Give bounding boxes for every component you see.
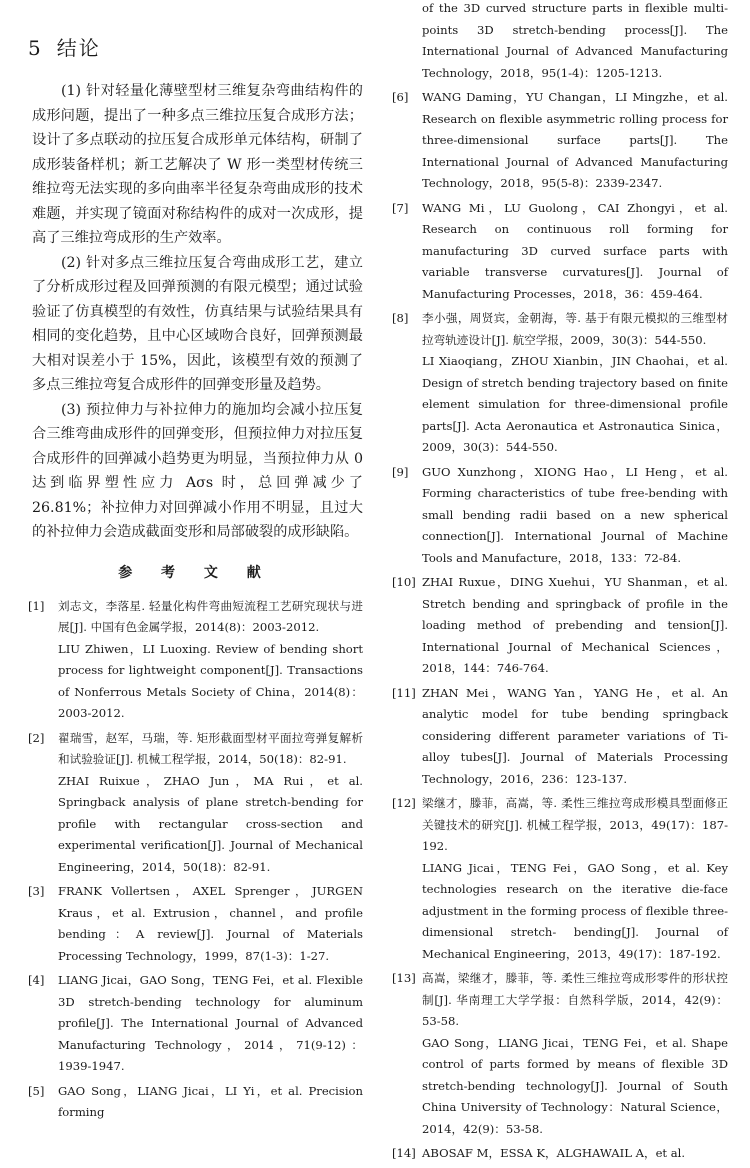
reference-label: [1] [28, 598, 45, 613]
reference-14 [392, 1143, 728, 1165]
reference-7 [392, 198, 728, 306]
reference-13 [392, 968, 728, 1140]
reference-label: [5] [28, 1083, 45, 1098]
reference-text: FRANK Vollertsen，AXEL Sprenger，JURGEN Kraus，et al. Extrusion，channel，and profile bending：A review[J]. Journal of Materials Processing Technology，1999，87(1-3)：1-27. [58, 884, 363, 963]
reference-label: [13] [392, 971, 416, 985]
reference-text: LIANG Jicai，TENG Fei，GAO Song，et al. Key technologies research on the iterative die-face adjustment in the forming process of flexible three-dimensional stretch- bending[J]. Journal of Mechanical Engineering，2013，49(17)：187-192. [422, 860, 728, 961]
reference-text: LIANG Jicai，GAO Song，TENG Fei，et al. Flexible 3D stretch-bending technology for aluminum profile[J]. The International Journal of Advanced Manufacturing Technology，2014，71(9-12)：1939-1947. [58, 973, 363, 1073]
reference-5 [28, 1081, 363, 1124]
reference-5-continued: of the 3D curved structure parts in flexible multi-points 3D stretch-bending process[J]. The International Journal of Advanced Manufacturing Technology，2018，95(1-4)：1205-1213. [422, 1, 728, 80]
reference-1 [28, 596, 363, 725]
conclusion-paragraph-2: (2) 针对多点三维拉压复合弯曲成形工艺，建立了分析成形过程及回弹预测的有限元模型；通过试验验证了仿真模型的有效性，仿真结果与试验结果具有相同的变化趋势，且中心区域吻合良好，回弹预测最大相对误差小于 15%，因此，该模型有效的预测了多点三维拉弯复合成形件的回弹变形量及趋势。 [32, 254, 363, 393]
reference-4 [28, 970, 363, 1078]
conclusion-paragraph-1: (1) 针对轻量化薄壁型材三维复杂弯曲结构件的成形问题，提出了一种多点三维拉压复合成形方法；设计了多点联动的拉压复合成形单元体结构，研制了成形装备样机；新工艺解决了 W 形一类型材传统三维拉弯无法实现的多向曲率半径复杂弯曲成形的技术难题，并实现了镜面对称结构件的成对一次成形，提高了三维拉弯成形的生产效率。 [32, 83, 363, 246]
references-heading: 参 考 文 献 [118, 564, 273, 581]
reference-text: ABOSAF M，ESSA K，ALGHAWAIL A，et al. [422, 1146, 686, 1160]
reference-text: 刘志文，李落星. 轻量化构件弯曲短流程工艺研究现状与进展[J]. 中国有色金属学报，2014(8)：2003-2012. [58, 598, 363, 634]
reference-label: [8] [392, 311, 409, 325]
reference-2 [28, 728, 363, 879]
reference-label: [11] [392, 685, 416, 700]
reference-text: 高嵩，梁继才，滕菲，等. 柔性三维拉弯成形零件的形状控制[J]. 华南理工大学学报：自然科学版，2014，42(9)：53-58. [422, 971, 728, 1028]
reference-6 [392, 87, 728, 195]
reference-text: WANG Daming，YU Changan，LI Mingzhe，et al. Research on flexible asymmetric rolling process for three-dimensional surface parts[J]. The International Journal of Advanced Manufacturing Technology，2018，95(5-8)：2339-2347. [422, 90, 728, 190]
reference-label: [2] [28, 730, 45, 745]
reference-9 [392, 462, 728, 570]
conclusion-paragraph-3: (3) 预拉伸力与补拉伸力的施加均会减小拉压复合三维弯曲成形件的回弹变形，但预拉伸力对拉压复合成形件的回弹减小趋势更为明显，当预拉伸力从 0 达到临界塑性应力 Aσs 时，总回弹减少了 26.81%；补拉伸力对回弹减小作用不明显，且过大的补拉伸力会造成截面变形和局部破裂的成形缺陷。 [32, 401, 363, 540]
reference-text: WANG Mi，LU Guolong，CAI Zhongyi，et al. Research on continuous roll forming for manufacturing 3D curved surface parts with variable transverse curvatures[J]. Journal of Manufacturing Processes，2018，36：459-464. [422, 200, 728, 301]
reference-label: [4] [28, 973, 45, 987]
reference-label: [7] [392, 200, 409, 215]
reference-text: GUO Xunzhong，XIONG Hao，LI Heng，et al. Forming characteristics of tube free-bending with small bending radii based on a new spherical connection[J]. International Journal of Machine Tools and Manufacture，2018，133：72-84. [422, 464, 728, 565]
section-heading [28, 32, 363, 61]
reference-text: 李小强，周贤宾，金朝海，等. 基于有限元模拟的三维型材拉弯轨迹设计[J]. 航空学报，2009，30(3)：544-550. [422, 311, 728, 347]
reference-3 [28, 881, 363, 967]
reference-12 [392, 793, 728, 965]
reference-text: GAO Song，LIANG Jicai，LI Yi，et al. Precision forming [58, 1083, 363, 1119]
reference-8 [392, 308, 728, 459]
reference-label: [12] [392, 796, 416, 810]
right-column [392, 0, 728, 1168]
reference-text: 梁继才，滕菲，高嵩，等. 柔性三维拉弯成形模具型面修正关键技术的研究[J]. 机械工程学报，2013，49(17)：187-192. [422, 796, 728, 853]
reference-11 [392, 683, 728, 791]
reference-text: GAO Song，LIANG Jicai，TENG Fei，et al. Shape control of parts formed by means of flexible 3D stretch-bending technology[J]. Journal of South China University of Technology：Natural Science，2014，42(9)：53-58. [422, 1035, 728, 1136]
reference-label: [9] [392, 464, 409, 479]
reference-text: ZHAI Ruixue，ZHAO Jun，MA Rui，et al. Springback analysis of plane stretch-bending for profile with rectangular cross-section and experimental verification[J]. Journal of Mechanical Engineering，2014，50(18)：82-91. [58, 773, 363, 874]
reference-text: LI Xiaoqiang，ZHOU Xianbin，JIN Chaohai，et al. Design of stretch bending trajectory based on finite element simulation for three-dimensional profile parts[J]. Acta Aeronautica et Astronautica Sinica，2009，30(3)：544-550. [422, 354, 728, 454]
reference-text: LIU Zhiwen，LI Luoxing. Review of bending short process for lightweight component[J]. Transactions of Nonferrous Metals Society of China，2014(8)：2003-2012. [58, 641, 363, 720]
reference-text: ZHAN Mei，WANG Yan，YANG He，et al. An analytic model for tube bending springback considering different parameter variations of Ti-alloy tubes[J]. Journal of Materials Processing Technology，2016，236：123-137. [422, 685, 728, 786]
reference-label: [3] [28, 884, 45, 898]
reference-label: [10] [392, 575, 416, 589]
reference-label: [6] [392, 90, 409, 104]
reference-10 [392, 572, 728, 680]
section-number: 5 [28, 36, 43, 60]
reference-text: ZHAI Ruxue，DING Xuehui，YU Shanman，et al. Stretch bending and springback of profile in the loading method of prebending and tension[J]. International Journal of Mechanical Sciences，2018，144：746-764. [422, 575, 728, 675]
section-title: 结论 [56, 36, 101, 60]
reference-text: 翟瑞雪，赵军，马瑞，等. 矩形截面型材平面拉弯弹复解析和试验验证[J]. 机械工程学报，2014，50(18)：82-91. [58, 730, 363, 766]
reference-label: [14] [392, 1146, 416, 1160]
left-column [28, 0, 363, 1127]
